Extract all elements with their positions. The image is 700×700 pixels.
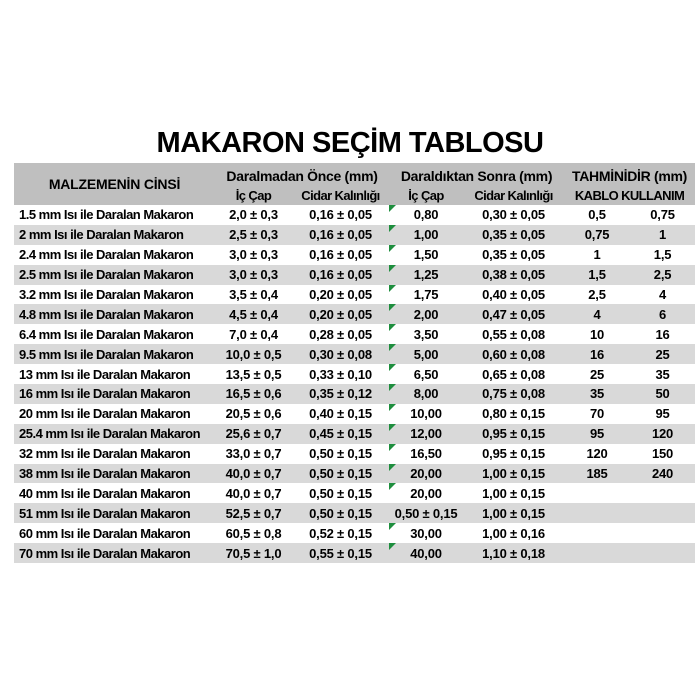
makaron-selection-table (14, 163, 695, 563)
cell-kablo-kullanim-min: 0,5 (588, 207, 606, 223)
table-row (14, 483, 695, 503)
cell-ic-cap-sonra: 1,50 (389, 245, 463, 265)
cell-malzemenin-cinsi: 40 mm Isı ile Daralan Makaron (19, 485, 191, 501)
cell-ic-cap-once: 40,0 ± 0,7 (215, 464, 292, 484)
cell-cidar-kalinligi-sonra: 0,65 ± 0,08 (482, 366, 545, 382)
green-corner-triangle-icon (389, 245, 396, 252)
cell-ic-cap-once: 3,5 ± 0,4 (229, 287, 278, 302)
cell-cidar-kalinligi-sonra: 0,95 ± 0,15 (463, 424, 564, 444)
cell-kablo-kullanim-min: 4 (564, 304, 630, 324)
table-row (14, 285, 695, 305)
cell-ic-cap-sonra: 20,00 (389, 483, 463, 503)
cell-cidar-kalinligi-sonra: 0,75 ± 0,08 (463, 384, 564, 404)
green-corner-triangle-icon (389, 424, 396, 431)
cell-cidar-kalinligi-once: 0,35 ± 0,12 (292, 384, 389, 404)
cell-kablo-kullanim-max (630, 543, 695, 563)
table-row (14, 424, 695, 444)
cell-cidar-kalinligi-once: 0,28 ± 0,05 (309, 326, 372, 342)
cell-cidar-kalinligi-sonra: 1,00 ± 0,15 (463, 503, 564, 523)
table-header (14, 163, 695, 205)
sub-header-kablo-kullanim: KABLO KULLANIM (564, 185, 695, 205)
cell-ic-cap-once: 7,0 ± 0,4 (229, 326, 278, 342)
cell-malzemenin-cinsi: 32 mm Isı ile Daralan Makaron (19, 446, 191, 462)
cell-kablo-kullanim-min: 25 (590, 366, 605, 382)
cell-cidar-kalinligi-sonra: 0,38 ± 0,05 (463, 265, 564, 285)
cell-kablo-kullanim-min (564, 523, 630, 543)
cell-ic-cap-once: 13,5 ± 0,5 (225, 366, 282, 382)
table-row (14, 304, 695, 324)
table-row (14, 543, 695, 563)
cell-ic-cap-sonra: 16,50 (389, 444, 463, 464)
cell-kablo-kullanim-max: 1 (630, 225, 695, 245)
cell-cidar-kalinligi-sonra: 1,10 ± 0,18 (463, 543, 564, 563)
table-row (14, 503, 695, 523)
cell-kablo-kullanim-min: 95 (564, 424, 630, 444)
cell-kablo-kullanim-max (630, 523, 695, 543)
group-header-row (14, 163, 695, 185)
cell-cidar-kalinligi-sonra: 0,40 ± 0,05 (482, 287, 545, 302)
cell-ic-cap-sonra: 40,00 (389, 543, 463, 563)
cell-kablo-kullanim-max (630, 483, 695, 503)
cell-malzemenin-cinsi: 16 mm Isı ile Daralan Makaron (14, 384, 215, 404)
cell-kablo-kullanim-max: 240 (630, 464, 695, 484)
cell-cidar-kalinligi-once: 0,16 ± 0,05 (309, 247, 372, 263)
green-corner-triangle-icon (389, 464, 396, 471)
green-corner-triangle-icon (389, 265, 396, 272)
cell-kablo-kullanim-max: 6 (630, 304, 695, 324)
cell-ic-cap-sonra: 5,00 (389, 344, 463, 364)
cell-ic-cap-once: 25,6 ± 0,7 (215, 424, 292, 444)
table-row (14, 344, 695, 364)
table-row (14, 364, 695, 384)
cell-cidar-kalinligi-once: 0,50 ± 0,15 (309, 446, 372, 462)
cell-kablo-kullanim-min (564, 483, 630, 503)
green-corner-triangle-icon (389, 304, 396, 311)
cell-cidar-kalinligi-sonra: 0,55 ± 0,08 (482, 326, 545, 342)
cell-malzemenin-cinsi: 2.5 mm Isı ile Daralan Makaron (14, 265, 215, 285)
cell-cidar-kalinligi-once: 0,52 ± 0,15 (309, 525, 372, 541)
cell-ic-cap-sonra: 20,00 (389, 464, 463, 484)
cell-ic-cap-sonra: 1,75 (389, 285, 463, 305)
cell-cidar-kalinligi-once: 0,50 ± 0,15 (309, 485, 372, 501)
cell-cidar-kalinligi-once: 0,20 ± 0,05 (292, 304, 389, 324)
green-corner-triangle-icon (389, 543, 396, 550)
cell-cidar-kalinligi-once: 0,16 ± 0,05 (292, 265, 389, 285)
cell-cidar-kalinligi-sonra: 0,35 ± 0,05 (482, 247, 545, 263)
cell-kablo-kullanim-min: 1 (593, 247, 601, 263)
cell-cidar-kalinligi-once: 0,50 ± 0,15 (292, 503, 389, 523)
sub-header-ic-cap-sonra: İç Çap (389, 185, 463, 205)
table-row (14, 523, 695, 543)
cell-cidar-kalinligi-sonra: 1,00 ± 0,15 (482, 485, 545, 501)
cell-kablo-kullanim-min: 70 (590, 406, 605, 422)
cell-cidar-kalinligi-once: 0,30 ± 0,08 (292, 344, 389, 364)
table-row (14, 205, 695, 225)
cell-kablo-kullanim-min: 120 (586, 446, 608, 462)
cell-ic-cap-once: 3,0 ± 0,3 (215, 265, 292, 285)
green-corner-triangle-icon (389, 444, 396, 451)
cell-ic-cap-sonra: 0,50 ± 0,15 (389, 503, 463, 523)
cell-ic-cap-sonra: 8,00 (389, 384, 463, 404)
page-title: MAKARON SEÇİM TABLOSU (156, 127, 544, 159)
cell-ic-cap-sonra: 12,00 (389, 424, 463, 444)
cell-malzemenin-cinsi: 4.8 mm Isı ile Daralan Makaron (14, 304, 215, 324)
cell-kablo-kullanim-min: 10 (590, 326, 605, 342)
cell-ic-cap-sonra: 10,00 (389, 404, 463, 424)
cell-ic-cap-sonra: 1,00 (389, 225, 463, 245)
group-header-tahminidir: TAHMİNİDİR (mm) (564, 163, 695, 185)
cell-cidar-kalinligi-sonra: 0,47 ± 0,05 (463, 304, 564, 324)
table-row (14, 324, 695, 344)
cell-kablo-kullanim-max: 150 (651, 446, 674, 462)
green-corner-triangle-icon (389, 205, 396, 212)
cell-malzemenin-cinsi: 38 mm Isı ile Daralan Makaron (14, 464, 215, 484)
cell-cidar-kalinligi-sonra: 0,80 ± 0,15 (482, 406, 545, 422)
cell-kablo-kullanim-min: 35 (564, 384, 630, 404)
cell-cidar-kalinligi-once: 0,33 ± 0,10 (309, 366, 372, 382)
green-corner-triangle-icon (389, 225, 396, 232)
cell-ic-cap-once: 16,5 ± 0,6 (215, 384, 292, 404)
cell-cidar-kalinligi-once: 0,45 ± 0,15 (292, 424, 389, 444)
cell-kablo-kullanim-max (630, 503, 695, 523)
cell-kablo-kullanim-max: 95 (655, 406, 670, 422)
cell-malzemenin-cinsi: 9.5 mm Isı ile Daralan Makaron (14, 344, 215, 364)
cell-kablo-kullanim-min: 16 (564, 344, 630, 364)
cell-ic-cap-sonra: 30,00 (389, 523, 463, 543)
group-header-daraldiktan-sonra: Daraldıktan Sonra (mm) (389, 163, 564, 185)
cell-cidar-kalinligi-once: 0,16 ± 0,05 (309, 207, 372, 223)
cell-malzemenin-cinsi: 2.4 mm Isı ile Daralan Makaron (19, 247, 194, 263)
green-corner-triangle-icon (389, 384, 396, 391)
table-row (14, 225, 695, 245)
cell-malzemenin-cinsi: 13 mm Isı ile Daralan Makaron (19, 366, 191, 382)
cell-malzemenin-cinsi: 20 mm Isı ile Daralan Makaron (19, 406, 191, 422)
cell-malzemenin-cinsi: 2 mm Isı ile Daralan Makaron (14, 225, 215, 245)
cell-ic-cap-sonra: 3,50 (389, 324, 463, 344)
cell-cidar-kalinligi-once: 0,50 ± 0,15 (292, 464, 389, 484)
cell-cidar-kalinligi-once: 0,40 ± 0,15 (309, 406, 372, 422)
cell-ic-cap-once: 10,0 ± 0,5 (215, 344, 292, 364)
cell-kablo-kullanim-min (564, 503, 630, 523)
cell-ic-cap-sonra: 2,00 (389, 304, 463, 324)
cell-kablo-kullanim-max: 16 (655, 326, 670, 342)
green-corner-triangle-icon (389, 285, 396, 292)
cell-cidar-kalinligi-sonra: 0,60 ± 0,08 (463, 344, 564, 364)
cell-kablo-kullanim-min: 2,5 (588, 287, 606, 302)
cell-kablo-kullanim-max: 25 (630, 344, 695, 364)
cell-kablo-kullanim-max: 35 (655, 366, 670, 382)
green-corner-triangle-icon (389, 324, 396, 331)
cell-kablo-kullanim-min: 185 (564, 464, 630, 484)
cell-malzemenin-cinsi: 6.4 mm Isı ile Daralan Makaron (19, 326, 194, 342)
cell-ic-cap-sonra: 6,50 (389, 364, 463, 384)
cell-ic-cap-once: 60,5 ± 0,8 (225, 525, 282, 541)
table-row (14, 265, 695, 285)
sub-header-cidar-kalinligi-once: Cidar Kalınlığı (292, 185, 389, 205)
cell-malzemenin-cinsi: 25.4 mm Isı ile Daralan Makaron (14, 424, 215, 444)
cell-cidar-kalinligi-once: 0,20 ± 0,05 (309, 287, 372, 302)
cell-malzemenin-cinsi: 60 mm Isı ile Daralan Makaron (19, 525, 191, 541)
cell-malzemenin-cinsi: 70 mm Isı ile Daralan Makaron (14, 543, 215, 563)
cell-ic-cap-once: 40,0 ± 0,7 (225, 485, 282, 501)
cell-ic-cap-once: 52,5 ± 0,7 (215, 503, 292, 523)
table-row (14, 444, 695, 464)
sub-header-ic-cap-once: İç Çap (215, 185, 292, 205)
cell-kablo-kullanim-max: 120 (630, 424, 695, 444)
cell-ic-cap-once: 70,5 ± 1,0 (215, 543, 292, 563)
cell-kablo-kullanim-min (564, 543, 630, 563)
cell-malzemenin-cinsi: 3.2 mm Isı ile Daralan Makaron (19, 287, 194, 302)
cell-malzemenin-cinsi: 1.5 mm Isı ile Daralan Makaron (19, 207, 194, 223)
cell-ic-cap-sonra: 0,80 (389, 205, 463, 225)
table-row (14, 384, 695, 404)
table-row (14, 404, 695, 424)
table-row (14, 245, 695, 265)
cell-cidar-kalinligi-once: 0,55 ± 0,15 (292, 543, 389, 563)
cell-ic-cap-once: 4,5 ± 0,4 (215, 304, 292, 324)
cell-ic-cap-once: 3,0 ± 0,3 (229, 247, 278, 263)
cell-ic-cap-once: 2,0 ± 0,3 (229, 207, 278, 223)
green-corner-triangle-icon (389, 364, 396, 371)
column-header-malzemenin-cinsi: MALZEMENİN CİNSİ (14, 163, 215, 205)
cell-ic-cap-once: 20,5 ± 0,6 (225, 406, 282, 422)
cell-ic-cap-once: 33,0 ± 0,7 (225, 446, 282, 462)
cell-kablo-kullanim-min: 1,5 (564, 265, 630, 285)
table-row (14, 464, 695, 484)
green-corner-triangle-icon (389, 344, 396, 351)
green-corner-triangle-icon (389, 404, 396, 411)
table-body (14, 205, 695, 563)
cell-cidar-kalinligi-sonra: 1,00 ± 0,16 (482, 525, 545, 541)
cell-cidar-kalinligi-sonra: 0,30 ± 0,05 (482, 207, 545, 223)
green-corner-triangle-icon (389, 483, 396, 490)
cell-cidar-kalinligi-sonra: 0,95 ± 0,15 (482, 446, 545, 462)
cell-kablo-kullanim-min: 0,75 (564, 225, 630, 245)
group-header-daralmadan-once: Daralmadan Önce (mm) (215, 163, 389, 185)
cell-kablo-kullanim-max: 4 (659, 287, 667, 302)
cell-kablo-kullanim-max: 50 (630, 384, 695, 404)
cell-cidar-kalinligi-once: 0,16 ± 0,05 (292, 225, 389, 245)
cell-kablo-kullanim-max: 0,75 (650, 207, 675, 223)
cell-ic-cap-once: 2,5 ± 0,3 (215, 225, 292, 245)
cell-kablo-kullanim-max: 2,5 (630, 265, 695, 285)
cell-ic-cap-sonra: 1,25 (389, 265, 463, 285)
cell-cidar-kalinligi-sonra: 1,00 ± 0,15 (463, 464, 564, 484)
sub-header-cidar-kalinligi-sonra: Cidar Kalınlığı (463, 185, 564, 205)
cell-cidar-kalinligi-sonra: 0,35 ± 0,05 (463, 225, 564, 245)
green-corner-triangle-icon (389, 523, 396, 530)
cell-kablo-kullanim-max: 1,5 (653, 247, 672, 263)
cell-malzemenin-cinsi: 51 mm Isı ile Daralan Makaron (14, 503, 215, 523)
